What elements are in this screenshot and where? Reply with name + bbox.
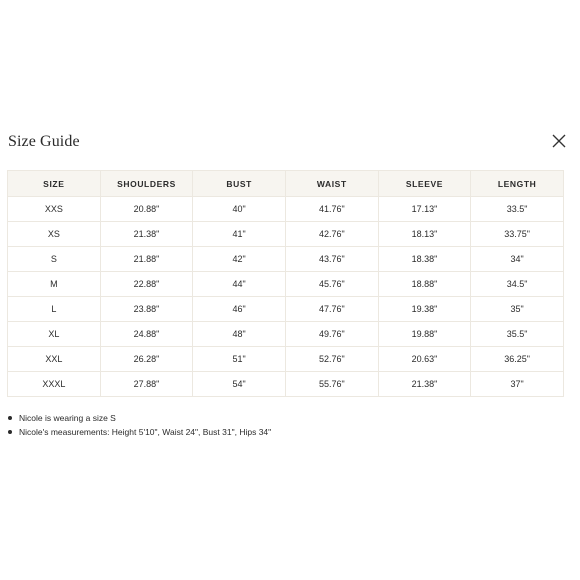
note-text: Nicole is wearing a size S (19, 413, 116, 423)
cell-length: 33.5" (471, 197, 564, 222)
note-text: Nicole's measurements: Height 5'10", Waist 24", Bust 31", Hips 34" (19, 427, 272, 437)
cell-length: 37" (471, 372, 564, 397)
cell-size: XXL (8, 347, 101, 372)
table-row (8, 222, 564, 247)
cell-waist: 52.76" (285, 347, 378, 372)
table-row (8, 197, 564, 222)
bullet-icon (8, 430, 12, 434)
cell-bust: 42" (193, 247, 286, 272)
cell-bust: 40" (193, 197, 286, 222)
cell-length: 33.75" (471, 222, 564, 247)
size-table (7, 170, 564, 397)
cell-length: 35" (471, 297, 564, 322)
cell-bust: 54" (193, 372, 286, 397)
cell-sleeve: 18.13" (378, 222, 471, 247)
cell-shoulders: 22.88" (100, 272, 193, 297)
cell-shoulders: 24.88" (100, 322, 193, 347)
cell-size: S (8, 247, 101, 272)
cell-waist: 43.76" (285, 247, 378, 272)
table-row (8, 322, 564, 347)
header-length: LENGTH (471, 171, 564, 197)
cell-length: 34.5" (471, 272, 564, 297)
table-row (8, 347, 564, 372)
cell-waist: 41.76" (285, 197, 378, 222)
cell-bust: 51" (193, 347, 286, 372)
header-sleeve: SLEEVE (378, 171, 471, 197)
cell-waist: 45.76" (285, 272, 378, 297)
header-waist: WAIST (285, 171, 378, 197)
table-row (8, 272, 564, 297)
header-size: SIZE (8, 171, 101, 197)
cell-waist: 47.76" (285, 297, 378, 322)
cell-sleeve: 19.38" (378, 297, 471, 322)
header-bust: BUST (193, 171, 286, 197)
cell-size: M (8, 272, 101, 297)
cell-shoulders: 20.88" (100, 197, 193, 222)
list-item (8, 425, 271, 439)
cell-shoulders: 26.28" (100, 347, 193, 372)
cell-sleeve: 17.13" (378, 197, 471, 222)
cell-size: XL (8, 322, 101, 347)
cell-bust: 48" (193, 322, 286, 347)
cell-shoulders: 21.38" (100, 222, 193, 247)
cell-sleeve: 20.63" (378, 347, 471, 372)
cell-shoulders: 21.88" (100, 247, 193, 272)
cell-bust: 44" (193, 272, 286, 297)
bullet-icon (8, 416, 12, 420)
cell-waist: 49.76" (285, 322, 378, 347)
cell-length: 36.25" (471, 347, 564, 372)
cell-size: XS (8, 222, 101, 247)
close-icon (549, 131, 569, 151)
modal-title: Size Guide (8, 133, 80, 150)
cell-shoulders: 23.88" (100, 297, 193, 322)
cell-sleeve: 18.88" (378, 272, 471, 297)
cell-size: XXXL (8, 372, 101, 397)
header-shoulders: SHOULDERS (100, 171, 193, 197)
table-row (8, 372, 564, 397)
list-item (8, 411, 271, 425)
cell-sleeve: 19.88" (378, 322, 471, 347)
cell-length: 35.5" (471, 322, 564, 347)
cell-waist: 55.76" (285, 372, 378, 397)
table-header-row (8, 171, 564, 197)
cell-waist: 42.76" (285, 222, 378, 247)
table-row (8, 297, 564, 322)
cell-sleeve: 21.38" (378, 372, 471, 397)
cell-shoulders: 27.88" (100, 372, 193, 397)
cell-size: L (8, 297, 101, 322)
cell-bust: 46" (193, 297, 286, 322)
cell-length: 34" (471, 247, 564, 272)
model-notes (8, 411, 271, 439)
cell-size: XXS (8, 197, 101, 222)
table-row (8, 247, 564, 272)
cell-bust: 41" (193, 222, 286, 247)
close-button[interactable] (549, 131, 569, 151)
cell-sleeve: 18.38" (378, 247, 471, 272)
